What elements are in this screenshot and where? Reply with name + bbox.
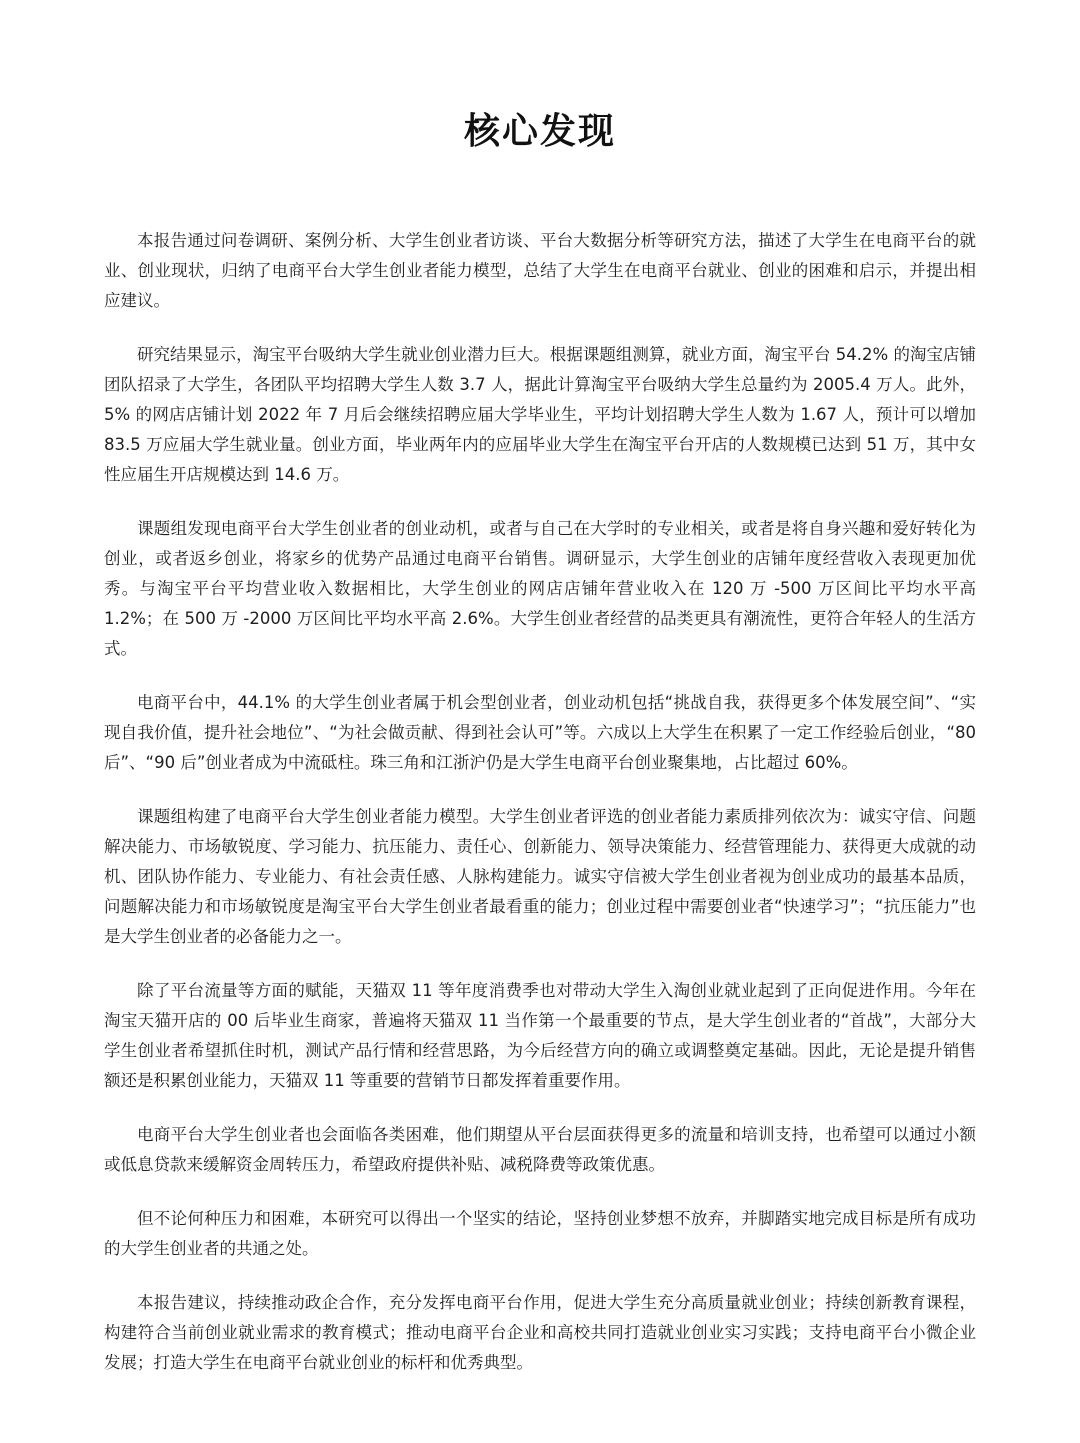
body-text: [104, 226, 976, 1378]
paragraph-5: 课题组构建了电商平台大学生创业者能力模型。大学生创业者评选的创业者能力素质排列依次为：诚实守信、问题解决能力、市场敏锐度、学习能力、抗压能力、责任心、创新能力、领导决策能力、经营管理能力、获得更大成就的动机、团队协作能力、专业能力、有社会责任感、人脉构建能力。诚实守信被大学生创业者视为创业成功的最基本品质，问题解决能力和市场敏锐度是淘宝平台大学生创业者最看重的能力；创业过程中需要创业者“快速学习”；“抗压能力”也是大学生创业者的必备能力之一。: [104, 807, 976, 946]
paragraph-6: 除了平台流量等方面的赋能，天猫双 11 等年度消费季也对带动大学生入淘创业就业起到了正向促进作用。今年在淘宝天猫开店的 00 后毕业生商家，普遍将天猫双 11 当作第一个最重要的节点，是大学生创业者的“首战”，大部分大学生创业者希望抓住时机，测试产品行情和经营思路，为今后经营方向的确立或调整奠定基础。因此，无论是提升销售额还是积累创业能力，天猫双 11 等重要的营销节日都发挥着重要作用。: [104, 981, 976, 1090]
page-title: 核心发现: [463, 111, 616, 152]
paragraph-9: 本报告建议，持续推动政企合作，充分发挥电商平台作用，促进大学生充分高质量就业创业；持续创新教育课程，构建符合当前创业就业需求的教育模式；推动电商平台企业和高校共同打造就业创业实习实践；支持电商平台小微企业发展；打造大学生在电商平台就业创业的标杆和优秀典型。: [104, 1293, 976, 1372]
paragraph-8: 但不论何种压力和困难，本研究可以得出一个坚实的结论，坚持创业梦想不放弃，并脚踏实地完成目标是所有成功的大学生创业者的共通之处。: [104, 1209, 976, 1258]
paragraph-4: 电商平台中，44.1% 的大学生创业者属于机会型创业者，创业动机包括“挑战自我，获得更多个体发展空间”、“实现自我价值，提升社会地位”、“为社会做贡献、得到社会认可”等。六成以上大学生在积累了一定工作经验后创业，“80 后”、“90 后”创业者成为中流砥柱。珠三角和江浙沪仍是大学生电商平台创业聚集地，占比超过 60%。: [104, 693, 976, 772]
paragraph-2: 研究结果显示，淘宝平台吸纳大学生就业创业潜力巨大。根据课题组测算，就业方面，淘宝平台 54.2% 的淘宝店铺团队招录了大学生，各团队平均招聘大学生人数 3.7 人，据此计算淘宝平台吸纳大学生总量约为 2005.4 万人。此外，5% 的网店店铺计划 2022 年 7 月后会继续招聘应届大学毕业生，平均计划招聘大学生人数为 1.67 人，预计可以增加 83.5 万应届大学生就业量。创业方面，毕业两年内的应届毕业大学生在淘宝平台开店的人数规模已达到 51 万，其中女性应届生开店规模达到 14.6 万。: [104, 345, 976, 484]
paragraph-3: 课题组发现电商平台大学生创业者的创业动机，或者与自己在大学时的专业相关，或者是将自身兴趣和爱好转化为创业，或者返乡创业，将家乡的优势产品通过电商平台销售。调研显示，大学生创业的店铺年度经营收入表现更加优秀。与淘宝平台平均营业收入数据相比，大学生创业的网店店铺年营业收入在 120 万 -500 万区间比平均水平高 1.2%；在 500 万 -2000 万区间比平均水平高 2.6%。大学生创业者经营的品类更具有潮流性，更符合年轻人的生活方式。: [104, 519, 976, 658]
paragraph-7: 电商平台大学生创业者也会面临各类困难，他们期望从平台层面获得更多的流量和培训支持，也希望可以通过小额或低息贷款来缓解资金周转压力，希望政府提供补贴、减税降费等政策优惠。: [104, 1125, 976, 1174]
paragraph-1: 本报告通过问卷调研、案例分析、大学生创业者访谈、平台大数据分析等研究方法，描述了大学生在电商平台的就业、创业现状，归纳了电商平台大学生创业者能力模型，总结了大学生在电商平台就业、创业的困难和启示，并提出相应建议。: [104, 231, 976, 310]
